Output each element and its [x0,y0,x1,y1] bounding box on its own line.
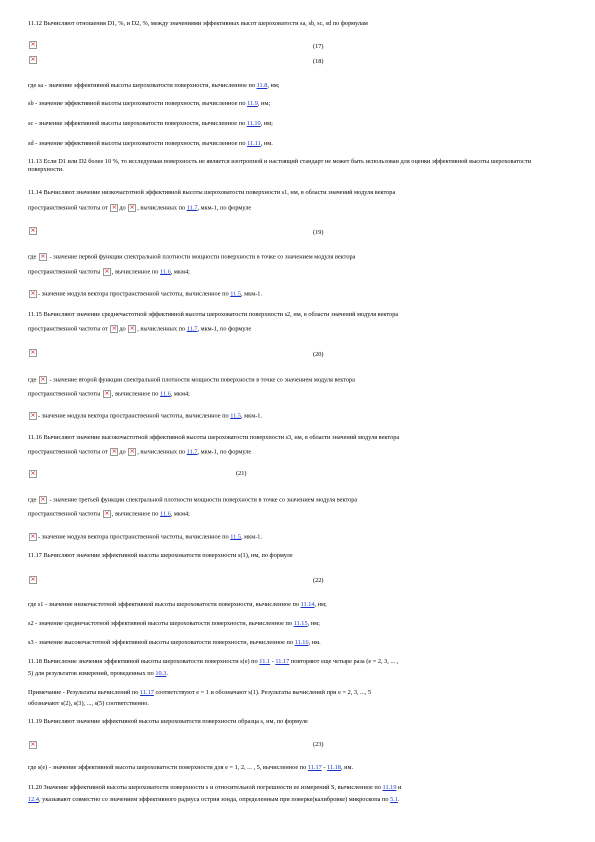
link-11-6[interactable]: 11.6 [159,390,171,398]
link-11-16[interactable]: 11.16 [294,639,309,646]
broken-image-icon [29,576,37,584]
link-11-17[interactable]: 11.17 [140,689,154,696]
link-11-7[interactable]: 11.7 [186,204,198,212]
broken-image-icon [110,325,118,333]
link-11-1[interactable]: 11.1 [259,658,271,665]
clause-11-18-line-2: 5) для результатов измерений, проведенных по 10.3. [28,670,168,677]
link-11-7[interactable]: 11.7 [186,448,198,456]
broken-image-icon [29,349,37,357]
clause-11-12: 11.12 Вычисляют отношения D1, %, и D2, %, между значениями эффективных высот шероховатости sa, sb, sc, sd по формулам [28,20,368,27]
broken-image-icon [128,204,136,212]
link-11-19[interactable]: 11.19 [382,784,397,791]
broken-image-icon [29,41,37,49]
clause-11-18-line-1: 11.18 Вычисление значения эффективной высоты шероховатости поверхности s(e) по 11.1 - 11.17 повторяют еще четыре раза (e = 2, 3, ... , [28,658,399,665]
link-11-14[interactable]: 11.14 [300,601,315,608]
equation-number-18: (18) [313,58,324,65]
broken-image-icon [29,290,37,298]
note-line-2: обозначают s(2), s(3), ..., s(5) соответственно. [28,700,149,707]
broken-image-icon [29,56,37,64]
definition-s3: s3 - значение высокочастотной эффективной высоты шероховатости поверхности, вычисленное по 11.16, нм. [28,639,321,646]
formula-21-row [28,470,565,478]
broken-image-icon [29,470,37,478]
clause-11-17: 11.17 Вычисляют значение эффективной высоты шероховатости поверхности s(1), нм, по формуле [28,552,293,559]
definition-w3-line-2: пространственной частоты × , вычисленное по 11.6, мкм4; [28,510,565,518]
definition-nu-19: ×- значение модуля вектора пространственной частоты, вычисленное по 11.5, мкм-1. [28,290,565,298]
clause-11-14-line-1: 11.14 Вычисляют значение низкочастотной эффективной высоты шероховатости поверхности s1, нм, в области значений модуля вектора [28,189,396,196]
definition-sd: sd - значение эффективной высоты шероховатости поверхности, вычисленное по 11.11, нм. [28,140,273,147]
link-12-4[interactable]: 12.4 [28,796,40,803]
link-11-5[interactable]: 11.5 [230,533,242,541]
definition-sb: sb - значение эффективной высоты шероховатости поверхности, вычисленное по 11.9, нм; [28,100,271,107]
formula-23-row [28,741,565,749]
broken-image-icon [39,496,47,504]
equation-number-22: (22) [313,577,324,584]
formula-17-row [28,41,565,49]
clause-11-16-line-2: пространственной частоты от × до × , вычисленных по 11.7, мкм-1, по формуле [28,448,565,456]
definition-nu-21: ×- значение модуля вектора пространственной частоты, вычисленное по 11.5, мкм-1. [28,533,565,541]
link-11-17[interactable]: 11.17 [307,764,322,771]
clause-11-14-line-2: пространственной частоты от × до × , вычисленных по 11.7, мкм-1, по формуле [28,204,565,212]
broken-image-icon [29,533,37,541]
definition-w1-line-2: пространственной частоты × , вычисленное по 11.6, мкм4; [28,268,565,276]
broken-image-icon [39,253,47,261]
note-line-1: Примечание - Результаты вычислений по 11.17 соответствуют e = 1 и обозначают s(1). Результаты вычислений при e = 2, 3, ..., 5 [28,689,372,696]
definition-w2-line-1: где × - значение второй функции спектральной плотности мощности поверхности в точке со значением модуля вектора [28,376,565,384]
definition-s1: где s1 - значение низкочастотной эффективной высоты шероховатости поверхности, вычисленное по 11.14, нм; [28,601,327,608]
link-11-9[interactable]: 11.9 [247,100,258,107]
formula-18-row [28,56,565,64]
link-11-6[interactable]: 11.6 [159,268,171,276]
broken-image-icon [29,412,37,420]
clause-11-19: 11.19 Вычисляют значение эффективной высоты шероховатости поверхности образца s, нм, по формуле [28,718,308,725]
link-11-15[interactable]: 11.15 [293,620,308,627]
link-5-1[interactable]: 5.1 [390,796,398,803]
link-11-17[interactable]: 11.17 [275,658,290,665]
link-10-3[interactable]: 10.3 [155,670,167,677]
link-11-8[interactable]: 11.8 [256,82,268,89]
link-11-7[interactable]: 11.7 [186,325,198,333]
broken-image-icon [110,448,118,456]
formula-20-row [28,349,565,357]
link-11-5[interactable]: 11.5 [230,290,242,298]
definition-se: где s(e) - значение эффективной высоты шероховатости поверхности для e = 1, 2, ... , 5, вычисленное по 11.17 - 11.18, нм. [28,764,354,771]
broken-image-icon [128,448,136,456]
definition-sa: где sa - значение эффективной высоты шероховатости поверхности, вычисленное по 11.8, нм; [28,82,280,89]
equation-number-20: (20) [313,351,324,358]
broken-image-icon [103,268,111,276]
clause-11-16-line-1: 11.16 Вычисляют значение высокочастотной эффективной высоты шероховатости поверхности s3, нм, в области значений модуля вектора [28,434,400,441]
equation-number-19: (19) [313,229,324,236]
broken-image-icon [29,227,37,235]
definition-w2-line-2: пространственной частоты × , вычисленное по 11.6, мкм4; [28,390,565,398]
broken-image-icon [39,376,47,384]
broken-image-icon [103,510,111,518]
clause-11-13: 11.13 Если D1 или D2 более 10 %, то исследуемая поверхность не является изотропной и настоящий стандарт не может быть использован для оценки эффективной высоты шероховатости поверхности. [28,158,531,173]
broken-image-icon [110,204,118,212]
equation-number-17: (17) [313,43,324,50]
link-11-5[interactable]: 11.5 [230,412,242,420]
link-11-6[interactable]: 11.6 [159,510,171,518]
broken-image-icon [128,325,136,333]
clause-11-15-line-2: пространственной частоты от × до × , вычисленных по 11.7, мкм-1, по формуле [28,325,565,333]
definition-w3-line-1: где × - значение третьей функции спектральной плотности мощности поверхности в точке со значением модуля вектора [28,496,565,504]
clause-11-20-line-2: 12.4, указывают совместно со значением эффективного радиуса острия зонда, определенным при поверке(калибровке) микроскопа по 5.1. [28,796,400,803]
link-11-18[interactable]: 11.18 [327,764,341,771]
equation-number-21: (21) [236,470,247,477]
clause-11-20-line-1: 11.20 Значение эффективной высоты шероховатости поверхности s и относительной погрешности ее измерений S, вычисленное по 11.19 и [28,784,402,791]
broken-image-icon [29,741,37,749]
definition-w1-line-1: где × - значение первой функции спектральной плотности мощности поверхности в точке со значением модуля вектора [28,253,565,261]
link-11-10[interactable]: 11.10 [246,120,261,127]
broken-image-icon [103,390,111,398]
formula-22-row [28,576,565,584]
link-11-11[interactable]: 11.11 [247,140,261,147]
definition-sc: sc - значение эффективной высоты шероховатости поверхности, вычисленное по 11.10, нм; [28,120,273,127]
equation-number-23: (23) [313,741,324,748]
clause-11-15-line-1: 11.15 Вычисляют значение среднечастотной эффективной высоты шероховатости поверхности s2, нм, в области значений модуля вектора [28,311,399,318]
formula-19-row [28,227,565,235]
definition-s2: s2 - значение среднечастотной эффективной высоты шероховатости поверхности, вычисленное по 11.15, нм; [28,620,320,627]
definition-nu-20: ×- значение модуля вектора пространственной частоты, вычисленное по 11.5, мкм-1. [28,412,565,420]
